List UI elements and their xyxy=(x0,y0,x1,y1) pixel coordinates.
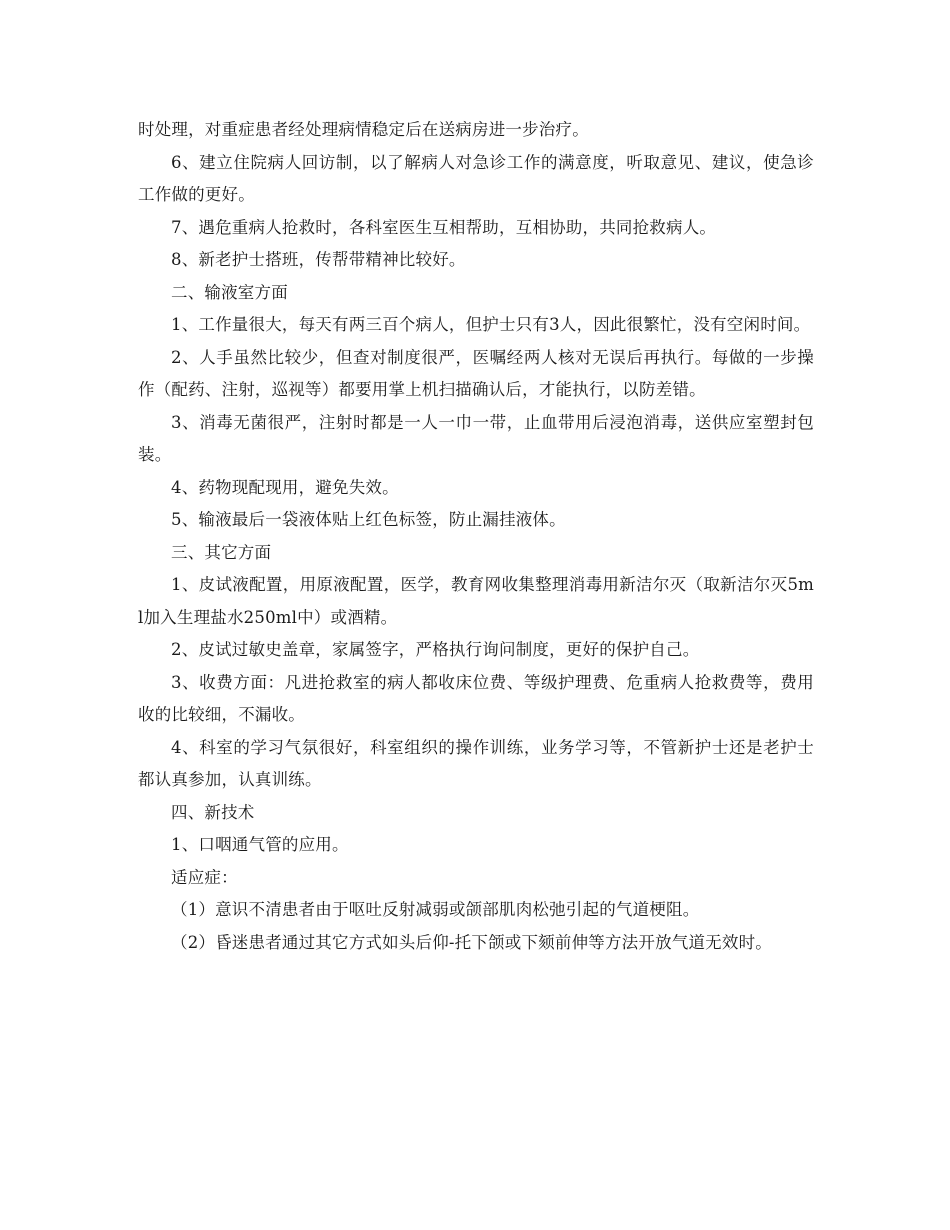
paragraph: 2、人手虽然比较少，但查对制度很严，医嘱经两人核对无误后再执行。每做的一步操作（配药、注射，巡视等）都要用掌上机扫描确认后，才能执行，以防差错。 xyxy=(138,347,814,399)
paragraph: 7、遇危重病人抢救时，各科室医生互相帮助，互相协助，共同抢救病人。 xyxy=(171,217,717,237)
section-heading: 三、其它方面 xyxy=(171,542,272,562)
paragraph: 3、收费方面：凡进抢救室的病人都收床位费、等级护理费、危重病人抢救费等，费用收的比较细，不漏收。 xyxy=(138,672,814,724)
paragraph: 8、新老护士搭班，传帮带精神比较好。 xyxy=(171,250,466,269)
paragraph: 1、皮试液配置，用原液配置，医学，教育网收集整理消毒用新洁尔灭（取新洁尔灭5ml加入生理盐水250ml中）或酒精。 xyxy=(138,575,814,627)
paragraph: 2、皮试过敏史盖章，家属签字，严格执行询问制度，更好的保护自己。 xyxy=(171,640,700,659)
paragraph: 5、输液最后一袋液体贴上红色标签，防止漏挂液体。 xyxy=(171,510,566,529)
paragraph: 6、建立住院病人回访制，以了解病人对急诊工作的满意度，听取意见、建议，使急诊工作做的更好。 xyxy=(138,152,814,204)
paragraph: 1、工作量很大，每天有两三百个病人，但护士只有3人，因此很繁忙，没有空闲时间。 xyxy=(171,315,811,334)
paragraph: （1）意识不清患者由于呕吐反射减弱或颌部肌肉松弛引起的气道梗阻。 xyxy=(171,900,700,919)
paragraph: 3、消毒无菌很严，注射时都是一人一巾一带，止血带用后浸泡消毒，送供应室塑封包装。 xyxy=(138,412,814,464)
section-heading: 四、新技术 xyxy=(171,802,255,822)
paragraph: 4、科室的学习气氛很好，科室组织的操作训练，业务学习等，不管新护士还是老护士都认真参加，认真训练。 xyxy=(138,737,814,789)
paragraph: 适应症： xyxy=(171,867,238,887)
section-heading: 二、输液室方面 xyxy=(171,282,288,302)
paragraph: 1、口咽通气管的应用。 xyxy=(171,835,349,854)
paragraph: 4、药物现配现用，避免失效。 xyxy=(171,477,399,497)
document-body xyxy=(138,114,814,959)
paragraph: 时处理，对重症患者经处理病情稳定后在送病房进一步治疗。 xyxy=(138,120,589,139)
paragraph: （2）昏迷患者通过其它方式如头后仰-托下颌或下颏前伸等方法开放气道无效时。 xyxy=(171,932,772,952)
